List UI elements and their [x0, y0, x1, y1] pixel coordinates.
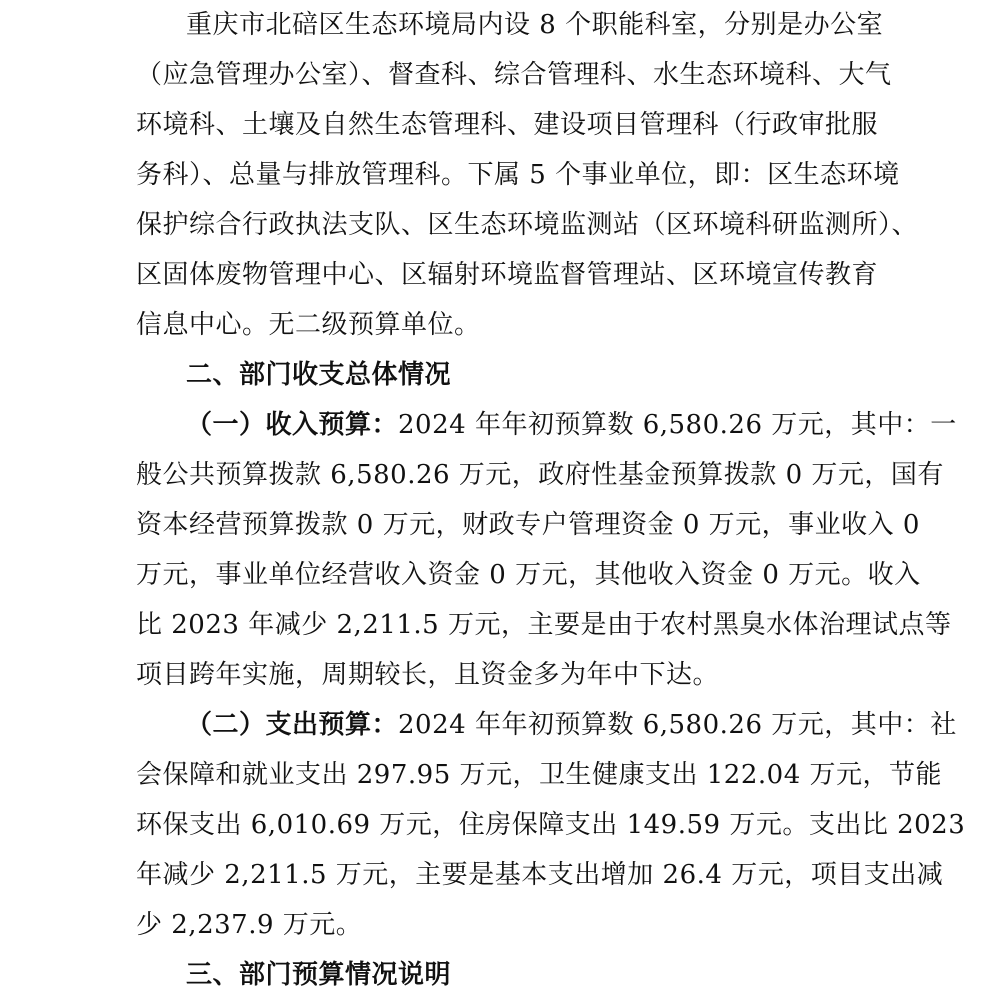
paragraph-line: 保护综合行政执法支队、区生态环境监测站（区环境科研监测所）、	[136, 210, 919, 240]
paragraph-line: 少 2,237.9 万元。	[136, 910, 363, 940]
paragraph-line	[186, 703, 957, 747]
paragraph-line: 重庆市北碚区生态环境局内设 8 个职能科室，分别是办公室	[186, 10, 884, 40]
expense-text: 2024 年年初预算数 6,580.26 万元，其中：社	[398, 710, 957, 740]
paragraph-line: 区固体废物管理中心、区辐射环境监督管理站、区环境宣传教育	[136, 260, 879, 290]
paragraph-line: 信息中心。无二级预算单位。	[136, 310, 481, 340]
paragraph-line: 万元，事业单位经营收入资金 0 万元，其他收入资金 0 万元。收入	[136, 560, 921, 590]
paragraph-line: 环保支出 6,010.69 万元，住房保障支出 149.59 万元。支出比 2023	[136, 810, 966, 840]
income-text: 2024 年年初预算数 6,580.26 万元，其中：一	[398, 410, 957, 440]
paragraph-line: （应急管理办公室）、督查科、综合管理科、水生态环境科、大气	[136, 60, 892, 90]
paragraph-line: 会保障和就业支出 297.95 万元，卫生健康支出 122.04 万元，节能	[136, 760, 943, 790]
paragraph-line: 资本经营预算拨款 0 万元，财政专户管理资金 0 万元，事业收入 0	[136, 510, 920, 540]
paragraph-line: 项目跨年实施，周期较长，且资金多为年中下达。	[136, 660, 720, 690]
section-heading: 三、部门预算情况说明	[186, 960, 452, 990]
paragraph-line: 年减少 2,211.5 万元，主要是基本支出增加 26.4 万元，项目支出减	[136, 860, 944, 890]
paragraph-line	[186, 403, 957, 447]
paragraph-line: 般公共预算拨款 6,580.26 万元，政府性基金预算拨款 0 万元，国有	[136, 460, 944, 490]
paragraph-line: 务科）、总量与排放管理科。下属 5 个事业单位，即：区生态环境	[136, 160, 900, 190]
income-label: （一）收入预算：	[186, 410, 399, 440]
paragraph-line: 比 2023 年减少 2,211.5 万元，主要是由于农村黑臭水体治理试点等	[136, 610, 952, 640]
paragraph-line: 环境科、土壤及自然生态管理科、建设项目管理科（行政审批服	[136, 110, 879, 140]
section-heading: 二、部门收支总体情况	[186, 360, 452, 390]
expense-label: （二）支出预算：	[186, 710, 399, 740]
